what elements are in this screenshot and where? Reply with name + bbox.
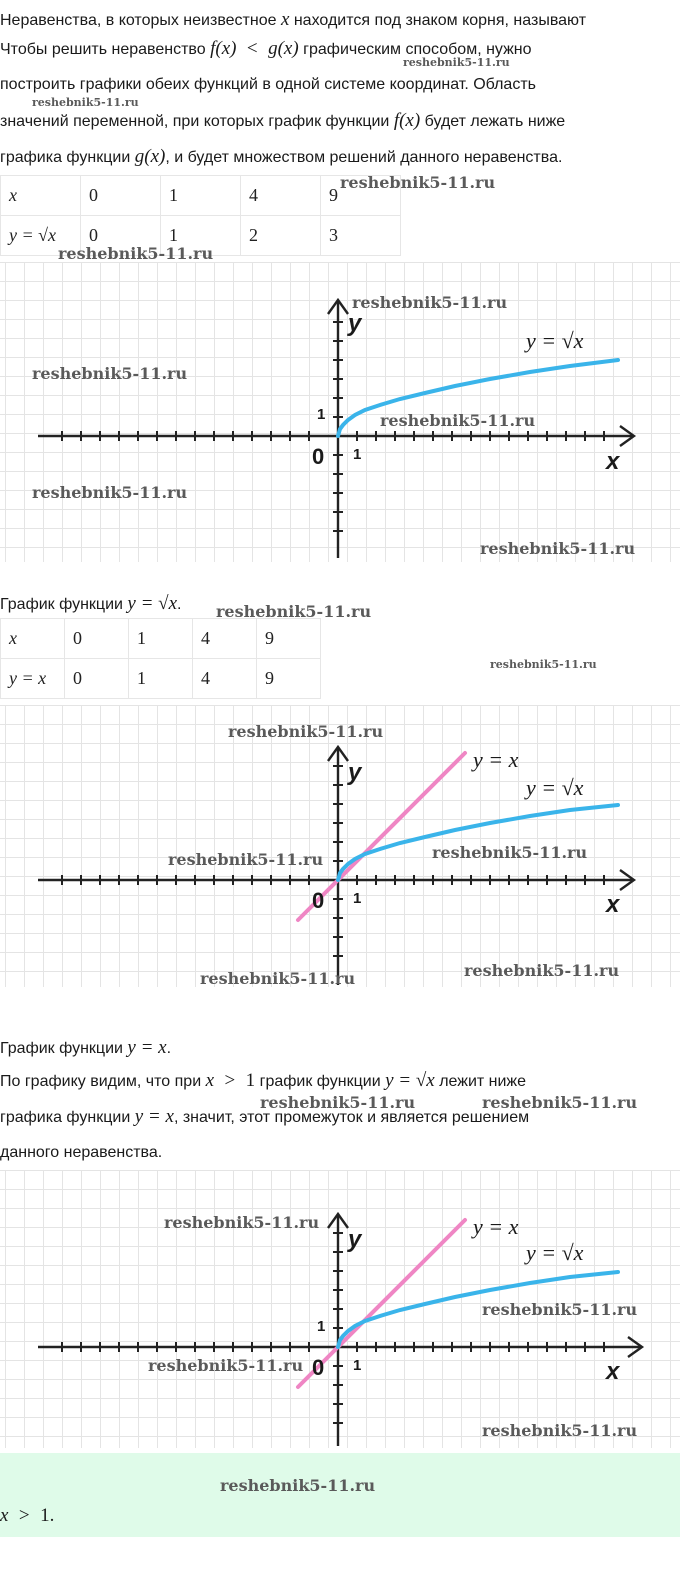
y-one-label: 1 bbox=[317, 1318, 326, 1335]
y-axis-label: y bbox=[348, 759, 362, 786]
y-one-label: 1 bbox=[317, 406, 326, 423]
watermark: reshebnik5-11.ru bbox=[220, 1476, 376, 1495]
table-cell: x bbox=[1, 619, 65, 659]
conclusion-text: , значит, этот промежуток и является решением bbox=[173, 1109, 530, 1126]
watermark: reshebnik5-11.ru bbox=[200, 969, 356, 988]
conclusion-line-1 bbox=[0, 1070, 680, 1093]
table-cell: 9 bbox=[321, 176, 401, 216]
x-one-label: 1 bbox=[353, 1357, 362, 1374]
table-cell: x bbox=[1, 176, 81, 216]
conclusion-text: лежит ниже bbox=[439, 1073, 527, 1090]
math-gx: g(x) bbox=[134, 146, 166, 167]
math-sqrt: y = √x bbox=[127, 593, 178, 614]
math-gx: g(x) bbox=[268, 38, 299, 59]
watermark: reshebnik5-11.ru bbox=[32, 483, 188, 502]
x-axis-label: x bbox=[606, 1358, 620, 1385]
watermark: reshebnik5-11.ru bbox=[380, 411, 536, 430]
sqrt-curve-label: y = √x bbox=[526, 775, 584, 800]
math-x: x bbox=[205, 1070, 215, 1091]
math-line: y = x bbox=[127, 1037, 167, 1058]
watermark: reshebnik5-11.ru bbox=[480, 539, 636, 558]
x-axis-label: x bbox=[606, 448, 620, 475]
answer-text bbox=[0, 1505, 54, 1527]
intro-text: Неравенства, в которых неизвестное bbox=[0, 12, 277, 29]
caption-line bbox=[0, 1037, 680, 1060]
math-gt: > bbox=[224, 1070, 236, 1091]
math-sqrt: y = √x bbox=[385, 1070, 435, 1091]
intro-text: находится под знаком корня, называют bbox=[293, 12, 587, 29]
method-line-4 bbox=[0, 146, 680, 169]
watermark: reshebnik5-11.ru bbox=[260, 1093, 416, 1112]
table-row bbox=[1, 619, 321, 659]
math-gt: > bbox=[18, 1505, 30, 1526]
watermark: reshebnik5-11.ru bbox=[58, 244, 214, 263]
table-cell: 1 bbox=[161, 216, 241, 256]
table-cell: y = x bbox=[1, 659, 65, 699]
conclusion-text: график функции bbox=[259, 1073, 381, 1090]
table-cell: y = √x bbox=[1, 216, 81, 256]
math-one: 1 bbox=[245, 1070, 256, 1091]
x-one-label: 1 bbox=[353, 890, 362, 907]
method-text: значений переменной, при которых график функции bbox=[0, 113, 390, 130]
watermark: reshebnik5-11.ru bbox=[352, 293, 508, 312]
watermark: reshebnik5-11.ru bbox=[482, 1421, 638, 1440]
watermark: reshebnik5-11.ru bbox=[432, 843, 588, 862]
method-text: будет лежать ниже bbox=[424, 113, 566, 130]
math-x: x bbox=[280, 9, 290, 30]
math-x: x bbox=[0, 1505, 9, 1526]
table-cell: 2 bbox=[241, 216, 321, 256]
table-cell: 0 bbox=[65, 619, 129, 659]
caption-text: График функции bbox=[0, 1040, 123, 1057]
origin-label: 0 bbox=[312, 1355, 325, 1380]
table-cell: 4 bbox=[241, 176, 321, 216]
watermark: reshebnik5-11.ru bbox=[168, 850, 324, 869]
watermark: reshebnik5-11.ru bbox=[482, 1093, 638, 1112]
table-cell: 3 bbox=[321, 216, 401, 256]
y-axis-label: y bbox=[348, 310, 362, 337]
watermark: reshebnik5-11.ru bbox=[490, 658, 597, 671]
table-row bbox=[1, 659, 321, 699]
caption-text: График функции bbox=[0, 596, 123, 613]
math-fx: f(x) bbox=[210, 38, 237, 59]
table-cell: 1 bbox=[129, 619, 193, 659]
watermark: reshebnik5-11.ru bbox=[164, 1213, 320, 1232]
math-fx: f(x) bbox=[393, 110, 421, 131]
method-text: , и будет множеством решений данного неравенства. bbox=[165, 149, 563, 166]
origin-label: 0 bbox=[312, 444, 325, 469]
caption-dot: . bbox=[166, 1040, 172, 1057]
method-text: построить графики обеих функций в одной системе координат. Область bbox=[0, 76, 536, 93]
conclusion-line-3 bbox=[0, 1142, 680, 1164]
table-cell: 4 bbox=[193, 659, 257, 699]
method-text: Чтобы решить неравенство bbox=[0, 41, 206, 58]
method-line-1 bbox=[0, 38, 680, 61]
conclusion-text: По графику видим, что при bbox=[0, 1073, 202, 1090]
line-label: y = x bbox=[473, 1214, 519, 1239]
line-label: y = x bbox=[473, 747, 519, 772]
x-one-label: 1 bbox=[353, 446, 362, 463]
watermark: reshebnik5-11.ru bbox=[340, 173, 496, 192]
method-line-3 bbox=[0, 110, 680, 133]
table-cell: 0 bbox=[81, 176, 161, 216]
table-cell: 1 bbox=[161, 176, 241, 216]
watermark: reshebnik5-11.ru bbox=[32, 96, 139, 109]
table-cell: 9 bbox=[257, 619, 321, 659]
caption-dot: . bbox=[177, 596, 182, 613]
watermark: reshebnik5-11.ru bbox=[148, 1356, 304, 1375]
method-line-2 bbox=[0, 74, 680, 96]
conclusion-text: данного неравенства. bbox=[0, 1144, 163, 1161]
table-cell: 9 bbox=[257, 659, 321, 699]
table-cell: 1 bbox=[129, 659, 193, 699]
method-text: графика функции bbox=[0, 149, 131, 166]
sqrt-curve-label: y = √x bbox=[526, 328, 584, 353]
watermark: reshebnik5-11.ru bbox=[482, 1300, 638, 1319]
answer-value: 1. bbox=[40, 1505, 55, 1526]
math-lt: < bbox=[246, 38, 258, 59]
method-text: графическим способом, нужно bbox=[303, 41, 532, 58]
watermark: reshebnik5-11.ru bbox=[228, 722, 384, 741]
answer-box bbox=[0, 1453, 680, 1537]
values-table-line bbox=[0, 618, 321, 699]
table-cell: 0 bbox=[65, 659, 129, 699]
intro-line-1 bbox=[0, 9, 680, 32]
sqrt-curve-label: y = √x bbox=[526, 1240, 584, 1265]
watermark: reshebnik5-11.ru bbox=[216, 602, 372, 621]
origin-label: 0 bbox=[312, 888, 325, 913]
math-line: y = x bbox=[134, 1106, 174, 1127]
watermark: reshebnik5-11.ru bbox=[403, 56, 510, 69]
y-axis-label: y bbox=[348, 1226, 362, 1253]
graph-sqrt bbox=[0, 262, 680, 562]
x-axis-label: x bbox=[606, 891, 620, 918]
watermark: reshebnik5-11.ru bbox=[32, 364, 188, 383]
table-cell: 0 bbox=[81, 216, 161, 256]
table-cell: 4 bbox=[193, 619, 257, 659]
watermark: reshebnik5-11.ru bbox=[464, 961, 620, 980]
conclusion-text: графика функции bbox=[0, 1109, 131, 1126]
